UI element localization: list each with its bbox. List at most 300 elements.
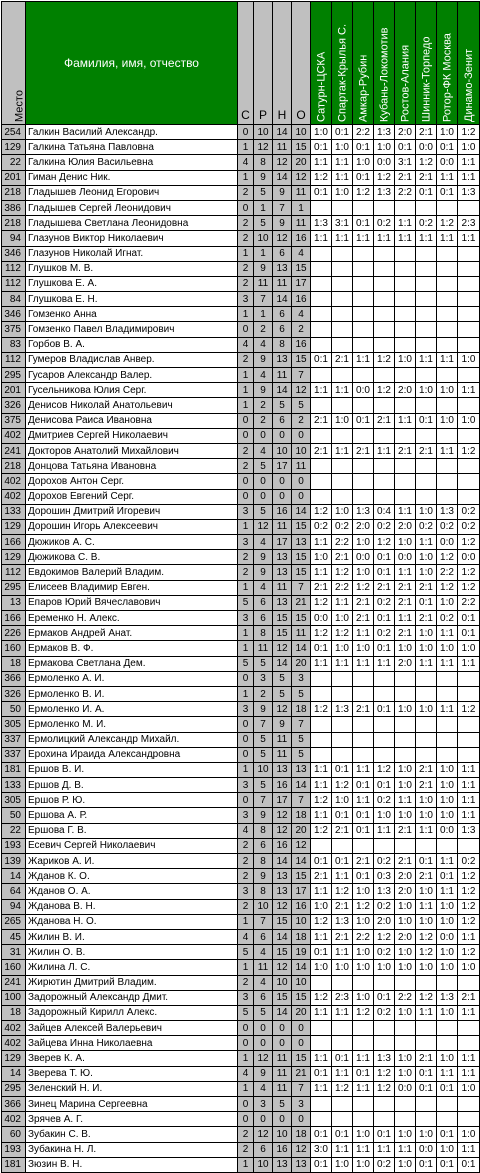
score-cell-2: 1:0 [332,504,353,519]
score-cell-3: 0:0 [353,550,374,565]
score-cell-1: 1:1 [311,929,332,944]
stat-cell-s: 0 [238,671,254,686]
stat-cell-r: 5 [254,747,273,762]
stat-cell-s: 2 [238,459,254,474]
stat-cell-r: 9 [254,808,273,823]
stat-cell-o: 5 [292,732,311,747]
score-cell-4 [374,1036,395,1051]
score-cell-4: 1:1 [374,656,395,671]
score-cell-8: 1:2 [458,702,480,717]
stat-cell-s: 3 [238,292,254,307]
score-cell-5: 2:0 [395,383,416,398]
stat-cell-n: 14 [273,1005,292,1020]
stat-cell-r: 0 [254,474,273,489]
table-row [2,762,480,777]
stat-cell-o: 3 [292,1097,311,1112]
header-match-5: Ростов-Алания [395,2,416,125]
name-cell: Жилина Л. С. [26,960,238,975]
score-cell-5 [395,747,416,762]
stat-cell-o: 13 [292,762,311,777]
score-cell-3: 1:0 [353,945,374,960]
score-cell-8 [458,398,480,413]
standings-table [1,1,480,1173]
score-cell-2 [332,261,353,276]
stat-cell-n: 12 [273,823,292,838]
stat-cell-n: 15 [273,914,292,929]
stat-cell-r: 9 [254,702,273,717]
name-cell: Ермакова Светлана Дем. [26,656,238,671]
score-cell-6: 1:1 [416,823,437,838]
score-cell-2: 0:1 [332,854,353,869]
score-cell-7: 1:0 [437,1005,458,1020]
place-cell: 218 [2,216,26,231]
place-cell: 181 [2,1157,26,1172]
score-cell-1 [311,1021,332,1036]
score-cell-8: 1:0 [458,641,480,656]
score-cell-2: 1:0 [332,140,353,155]
score-cell-2: 1:0 [332,611,353,626]
score-cell-6: 0:2 [416,216,437,231]
score-cell-4: 0:3 [374,869,395,884]
stat-cell-o: 16 [292,337,311,352]
stat-cell-o: 2 [292,322,311,337]
place-cell: 14 [2,1066,26,1081]
score-cell-7: 0:1 [437,1081,458,1096]
score-cell-2 [332,747,353,762]
header-match-8: Динамо-Зенит [458,2,480,125]
score-cell-4: 1:1 [374,823,395,838]
score-cell-5: 2:1 [395,170,416,185]
stat-cell-s: 1 [238,960,254,975]
score-cell-3: 1:1 [353,1051,374,1066]
stat-cell-o: 12 [292,1142,311,1157]
score-cell-5: 3:1 [395,155,416,170]
score-cell-2 [332,200,353,215]
score-cell-6 [416,671,437,686]
score-cell-3: 1:0 [353,1157,374,1172]
score-cell-2 [332,292,353,307]
stat-cell-r: 6 [254,595,273,610]
stat-cell-n: 13 [273,762,292,777]
place-cell: 375 [2,413,26,428]
table-row [2,1051,480,1066]
score-cell-5: 1:0 [395,352,416,367]
place-cell: 337 [2,747,26,762]
score-cell-7: 0:1 [437,869,458,884]
score-cell-1: 1:2 [311,702,332,717]
score-cell-1 [311,322,332,337]
stat-cell-n: 11 [273,519,292,534]
score-cell-1: 1:1 [311,778,332,793]
score-cell-6: 1:1 [416,656,437,671]
score-cell-5 [395,489,416,504]
score-cell-7: 1:1 [437,884,458,899]
table-row [2,656,480,671]
score-cell-1: 1:0 [311,125,332,140]
name-cell: Гусельникова Юлия Серг. [26,383,238,398]
score-cell-3 [353,1021,374,1036]
score-cell-3 [353,1036,374,1051]
score-cell-8 [458,686,480,701]
place-cell: 83 [2,337,26,352]
score-cell-4: 0:2 [374,854,395,869]
score-cell-4: 0:2 [374,793,395,808]
score-cell-2 [332,428,353,443]
score-cell-8 [458,1021,480,1036]
score-cell-8 [458,276,480,291]
place-cell: 181 [2,762,26,777]
score-cell-6: 1:0 [416,1127,437,1142]
score-cell-3: 1:0 [353,535,374,550]
score-cell-3: 1:1 [353,656,374,671]
score-cell-4: 1:3 [374,125,395,140]
score-cell-3 [353,428,374,443]
score-cell-8: 1:2 [458,899,480,914]
score-cell-4: 2:0 [374,914,395,929]
score-cell-6 [416,398,437,413]
table-row [2,246,480,261]
score-cell-2 [332,474,353,489]
score-cell-7 [437,1021,458,1036]
score-cell-3 [353,398,374,413]
score-cell-5: 1:0 [395,641,416,656]
score-cell-6: 1:0 [416,550,437,565]
name-cell: Жилин О. В. [26,945,238,960]
score-cell-1 [311,686,332,701]
score-cell-2 [332,337,353,352]
stat-cell-n: 9 [273,216,292,231]
score-cell-8: 1:1 [458,1066,480,1081]
place-cell: 254 [2,125,26,140]
score-cell-2: 1:0 [332,793,353,808]
score-cell-7: 0:0 [437,823,458,838]
table-row [2,231,480,246]
stat-cell-n: 6 [273,307,292,322]
score-cell-2 [332,1021,353,1036]
name-cell: Ермаков Андрей Анат. [26,626,238,641]
place-cell: 386 [2,200,26,215]
score-cell-8: 1:1 [458,808,480,823]
stat-cell-s: 3 [238,611,254,626]
stat-cell-s: 0 [238,200,254,215]
score-cell-7: 0:1 [437,140,458,155]
score-cell-8: 0:1 [458,1157,480,1172]
score-cell-7: 1:0 [437,778,458,793]
stat-cell-o: 15 [292,1051,311,1066]
stat-cell-o: 5 [292,686,311,701]
score-cell-6 [416,717,437,732]
table-row [2,443,480,458]
score-cell-5 [395,246,416,261]
score-cell-6: 2:1 [416,125,437,140]
score-cell-6 [416,307,437,322]
header-match-2: Спартак-Крылья С. [332,2,353,125]
score-cell-8: 0:2 [458,854,480,869]
name-cell: Елисеев Владимир Евген. [26,580,238,595]
stat-cell-o: 18 [292,702,311,717]
score-cell-1: 1:2 [311,626,332,641]
score-cell-2 [332,671,353,686]
score-cell-4 [374,246,395,261]
name-cell: Гладышев Леонид Егорович [26,185,238,200]
score-cell-3 [353,686,374,701]
score-cell-1: 1:2 [311,823,332,838]
score-cell-6: 2:1 [416,580,437,595]
score-cell-6 [416,489,437,504]
score-cell-2: 2:2 [332,535,353,550]
score-cell-2 [332,686,353,701]
name-cell: Гомзенко Анна [26,307,238,322]
score-cell-2: 0:1 [332,125,353,140]
stat-cell-s: 1 [238,914,254,929]
stat-cell-s: 2 [238,975,254,990]
stat-cell-n: 10 [273,975,292,990]
stat-cell-n: 14 [273,929,292,944]
score-cell-1 [311,474,332,489]
score-cell-5: 0:0 [395,550,416,565]
score-cell-3: 2:1 [353,702,374,717]
stat-cell-n: 0 [273,428,292,443]
score-cell-4 [374,292,395,307]
score-cell-7 [437,261,458,276]
score-cell-3: 1:1 [353,626,374,641]
score-cell-1: 2:1 [311,580,332,595]
stat-cell-o: 14 [292,778,311,793]
table-row [2,155,480,170]
score-cell-8: 1:0 [458,1127,480,1142]
score-cell-5: 1:1 [395,216,416,231]
name-cell: Зинец Марина Сергеевна [26,1097,238,1112]
score-cell-3: 1:1 [353,1081,374,1096]
score-cell-1 [311,1036,332,1051]
stat-cell-r: 3 [254,1097,273,1112]
score-cell-3: 1:0 [353,914,374,929]
score-cell-4 [374,732,395,747]
score-cell-4: 0:0 [374,155,395,170]
stat-cell-o: 12 [292,383,311,398]
score-cell-1: 1:1 [311,535,332,550]
score-cell-2 [332,717,353,732]
stat-cell-n: 12 [273,808,292,823]
score-cell-7 [437,747,458,762]
score-cell-8 [458,474,480,489]
score-cell-1 [311,200,332,215]
stat-cell-o: 12 [292,838,311,853]
stat-cell-r: 6 [254,929,273,944]
table-row [2,808,480,823]
score-cell-1: 0:1 [311,854,332,869]
stat-cell-o: 21 [292,595,311,610]
table-row [2,580,480,595]
score-cell-5: 2:0 [395,656,416,671]
name-cell: Гиман Денис Ник. [26,170,238,185]
stat-cell-n: 11 [273,1051,292,1066]
stat-cell-o: 14 [292,504,311,519]
score-cell-1 [311,732,332,747]
score-cell-4 [374,368,395,383]
score-cell-5 [395,1097,416,1112]
score-cell-1 [311,307,332,322]
score-cell-1: 0:1 [311,1127,332,1142]
stat-cell-s: 3 [238,702,254,717]
place-cell: 218 [2,185,26,200]
score-cell-8 [458,671,480,686]
table-row [2,292,480,307]
stat-cell-o: 17 [292,884,311,899]
stat-cell-n: 5 [273,398,292,413]
stat-cell-s: 1 [238,641,254,656]
score-cell-1 [311,276,332,291]
stat-cell-r: 7 [254,914,273,929]
stat-cell-o: 11 [292,216,311,231]
stat-cell-r: 5 [254,504,273,519]
stat-cell-s: 1 [238,307,254,322]
score-cell-4: 1:2 [374,383,395,398]
score-cell-4: 1:2 [374,170,395,185]
score-cell-3: 2:1 [353,854,374,869]
score-cell-7: 0:0 [437,155,458,170]
score-cell-4 [374,337,395,352]
score-cell-8 [458,1036,480,1051]
stat-cell-o: 0 [292,1021,311,1036]
score-cell-8: 1:2 [458,580,480,595]
score-cell-7: 1:1 [437,702,458,717]
score-cell-1 [311,717,332,732]
score-cell-8: 1:2 [458,869,480,884]
stat-cell-r: 6 [254,611,273,626]
score-cell-1 [311,337,332,352]
header-row [2,2,480,125]
name-cell: Зайцева Инна Николаевна [26,1036,238,1051]
place-cell: 366 [2,1097,26,1112]
place-cell: 160 [2,641,26,656]
score-cell-8: 1:0 [458,140,480,155]
score-cell-7: 1:1 [437,443,458,458]
stat-cell-n: 14 [273,170,292,185]
table-row [2,686,480,701]
score-cell-6 [416,368,437,383]
score-cell-7 [437,322,458,337]
stat-cell-r: 5 [254,1005,273,1020]
score-cell-3: 2:0 [353,519,374,534]
score-cell-1: 1:2 [311,595,332,610]
place-cell: 13 [2,595,26,610]
table-row [2,1112,480,1127]
score-cell-3: 0:1 [353,808,374,823]
score-cell-1: 1:0 [311,550,332,565]
score-cell-6: 1:0 [416,565,437,580]
stat-cell-n: 8 [273,337,292,352]
stat-cell-s: 2 [238,565,254,580]
score-cell-2: 2:1 [332,550,353,565]
stat-cell-o: 14 [292,641,311,656]
score-cell-8: 1:2 [458,443,480,458]
score-cell-2: 0:1 [332,1051,353,1066]
score-cell-3 [353,322,374,337]
name-cell: Зубакина Н. Л. [26,1142,238,1157]
stat-cell-s: 3 [238,884,254,899]
score-cell-1: 2:1 [311,869,332,884]
table-row [2,793,480,808]
stat-cell-r: 4 [254,337,273,352]
place-cell: 337 [2,732,26,747]
score-cell-8: 1:1 [458,793,480,808]
table-row [2,550,480,565]
score-cell-3 [353,200,374,215]
score-cell-7 [437,200,458,215]
score-cell-8: 1:1 [458,762,480,777]
header-match-3: Амкар-Рубин [353,2,374,125]
table-row [2,960,480,975]
score-cell-2: 0:1 [332,762,353,777]
score-cell-4: 1:0 [374,808,395,823]
score-cell-1: 1:2 [311,914,332,929]
place-cell: 326 [2,398,26,413]
score-cell-1: 3:0 [311,1142,332,1157]
stat-cell-o: 10 [292,443,311,458]
table-row [2,1021,480,1036]
place-cell: 226 [2,626,26,641]
score-cell-7: 1:0 [437,960,458,975]
name-cell: Дорохов Евгений Серг. [26,489,238,504]
header-match-6: Шинник-Торпедо [416,2,437,125]
score-cell-7: 1:0 [437,808,458,823]
score-cell-6 [416,838,437,853]
score-cell-5: 1:0 [395,1051,416,1066]
name-cell: Гладышева Светлана Леонидовна [26,216,238,231]
score-cell-1: 1:2 [311,170,332,185]
score-cell-2: 1:0 [332,1157,353,1172]
table-row [2,611,480,626]
score-cell-3: 1:3 [353,504,374,519]
place-cell: 60 [2,1127,26,1142]
score-cell-4: 0:1 [374,702,395,717]
score-cell-3: 0:1 [353,413,374,428]
score-cell-2: 1:1 [332,383,353,398]
place-cell: 402 [2,1112,26,1127]
score-cell-8: 0:2 [458,504,480,519]
name-cell: Ершова А. Р. [26,808,238,823]
score-cell-4: 0:2 [374,1005,395,1020]
score-cell-8: 1:2 [458,914,480,929]
score-cell-3: 1:1 [353,231,374,246]
table-row [2,717,480,732]
score-cell-4 [374,261,395,276]
score-cell-3: 1:0 [353,565,374,580]
score-cell-2: 1:1 [332,656,353,671]
score-cell-5: 0:1 [395,140,416,155]
stat-cell-r: 9 [254,1066,273,1081]
stat-cell-o: 15 [292,140,311,155]
score-cell-5 [395,261,416,276]
stat-cell-n: 11 [273,732,292,747]
score-cell-5: 2:0 [395,929,416,944]
score-cell-5: 1:0 [395,1127,416,1142]
place-cell: 218 [2,459,26,474]
score-cell-3: 0:1 [353,216,374,231]
table-row [2,1157,480,1172]
score-cell-6: 1:0 [416,960,437,975]
score-cell-5 [395,732,416,747]
score-cell-6: 1:1 [416,899,437,914]
name-cell: Глазунов Виктор Николаевич [26,231,238,246]
score-cell-7: 1:0 [437,899,458,914]
stat-cell-o: 10 [292,914,311,929]
score-cell-4 [374,717,395,732]
table-row [2,1036,480,1051]
score-cell-8 [458,489,480,504]
stat-cell-o: 2 [292,413,311,428]
